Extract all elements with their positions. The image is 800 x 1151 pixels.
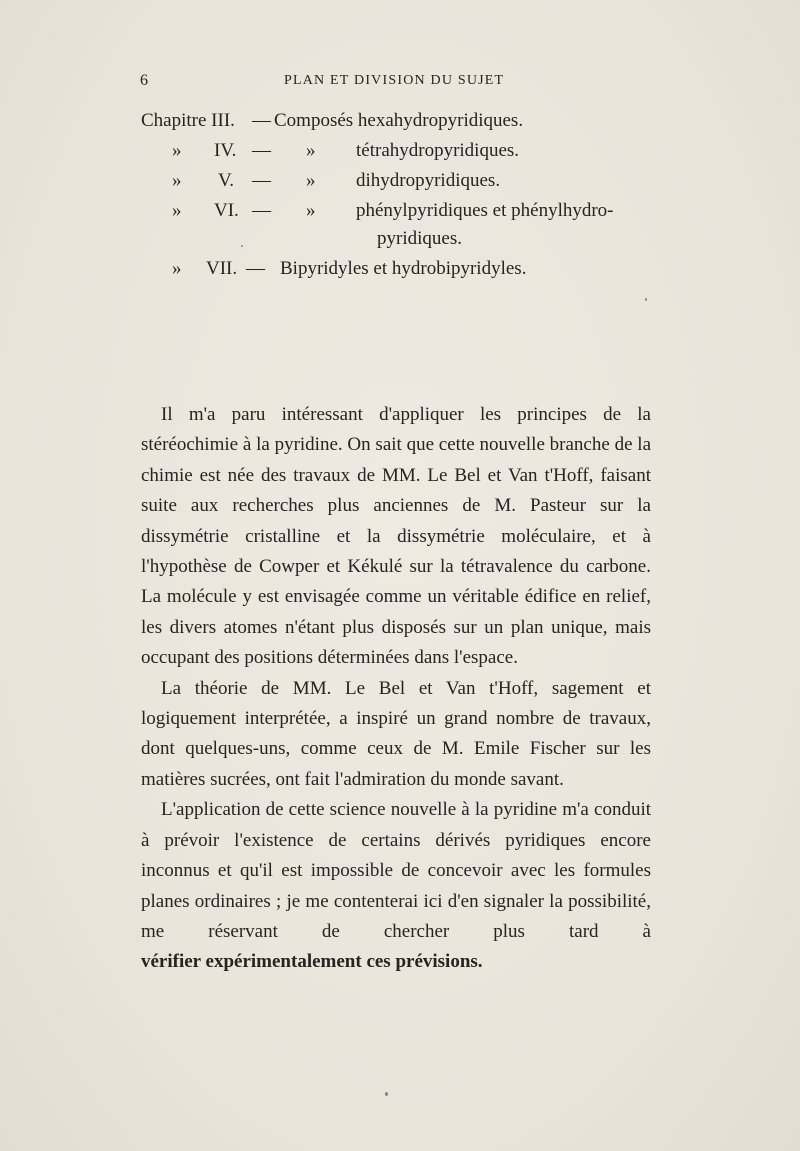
paragraph: L'application de cette science nouvelle à la pyridine m'a conduit à prévoir l'existence de certains dérivés pyridiques encore inconnus et qu'il est impossible de concevoir avec les formules planes ordinaires ; je me contenterai ici d'en signaler la possibilité, me réservant de chercher plus tard à	[141, 799, 651, 942]
toc-numeral: V.	[218, 170, 235, 191]
toc-title: dihydropyridiques.	[356, 170, 501, 191]
toc-dash: —	[252, 200, 271, 221]
toc-numeral: VII.	[206, 258, 238, 279]
page-header	[140, 72, 660, 94]
toc-title-continuation: pyridiques.	[377, 228, 462, 249]
toc-dash: —	[252, 140, 271, 161]
page-number: 6	[140, 72, 148, 89]
toc-title: Bipyridyles et hydrobipyridyles.	[280, 258, 527, 279]
toc-ditto: »	[306, 200, 316, 221]
toc-title: Composés hexahydropyridiques.	[274, 110, 524, 131]
toc-dash: —	[252, 110, 271, 131]
toc-ditto: »	[306, 140, 316, 161]
paragraph-last-line: vérifier expérimentalement ces prévisions.	[141, 951, 483, 973]
toc-label: Chapitre III.	[141, 110, 235, 131]
toc-ditto: »	[172, 200, 182, 221]
toc-numeral: VI.	[214, 200, 239, 221]
toc-ditto: »	[172, 140, 182, 161]
toc-dash: —	[252, 170, 271, 191]
toc-dash: —	[246, 258, 265, 279]
paper-speck	[645, 298, 647, 301]
toc-title: phénylpyridiques et phénylhydro-	[356, 200, 614, 221]
paper-speck	[385, 1092, 388, 1096]
body-text	[141, 400, 651, 978]
paper-speck	[241, 245, 243, 247]
paragraph: La théorie de MM. Le Bel et Van t'Hoff, sagement et logiquement interprétée, a inspiré un grand nombre de travaux, dont quelques-uns, comme ceux de M. Emile Fischer sur les matières sucrées, ont fait l'admiration du monde savant.	[141, 677, 651, 790]
toc-ditto: »	[306, 170, 316, 191]
toc-numeral: IV.	[214, 140, 237, 161]
paragraph: Il m'a paru intéressant d'appliquer les principes de la stéréochimie à la pyridine. On sait que cette nouvelle branche de la chimie est née des travaux de MM. Le Bel et Van t'Hoff, faisant suite aux recherches plus anciennes de M. Pasteur sur la dissymétrie cristalline et la dissymétrie moléculaire, et à l'hypothèse de Cowper et Kékulé sur la tétravalence du carbone. La molécule y est envisagée comme un véritable édifice en relief, les divers atomes n'étant plus disposés sur un plan unique, mais occupant des positions déterminées dans l'espace.	[141, 404, 651, 669]
running-title: PLAN ET DIVISION DU SUJET	[284, 73, 505, 88]
toc-ditto: »	[172, 170, 182, 191]
toc-title: tétrahydropyridiques.	[356, 140, 520, 161]
toc-ditto: »	[172, 258, 182, 279]
